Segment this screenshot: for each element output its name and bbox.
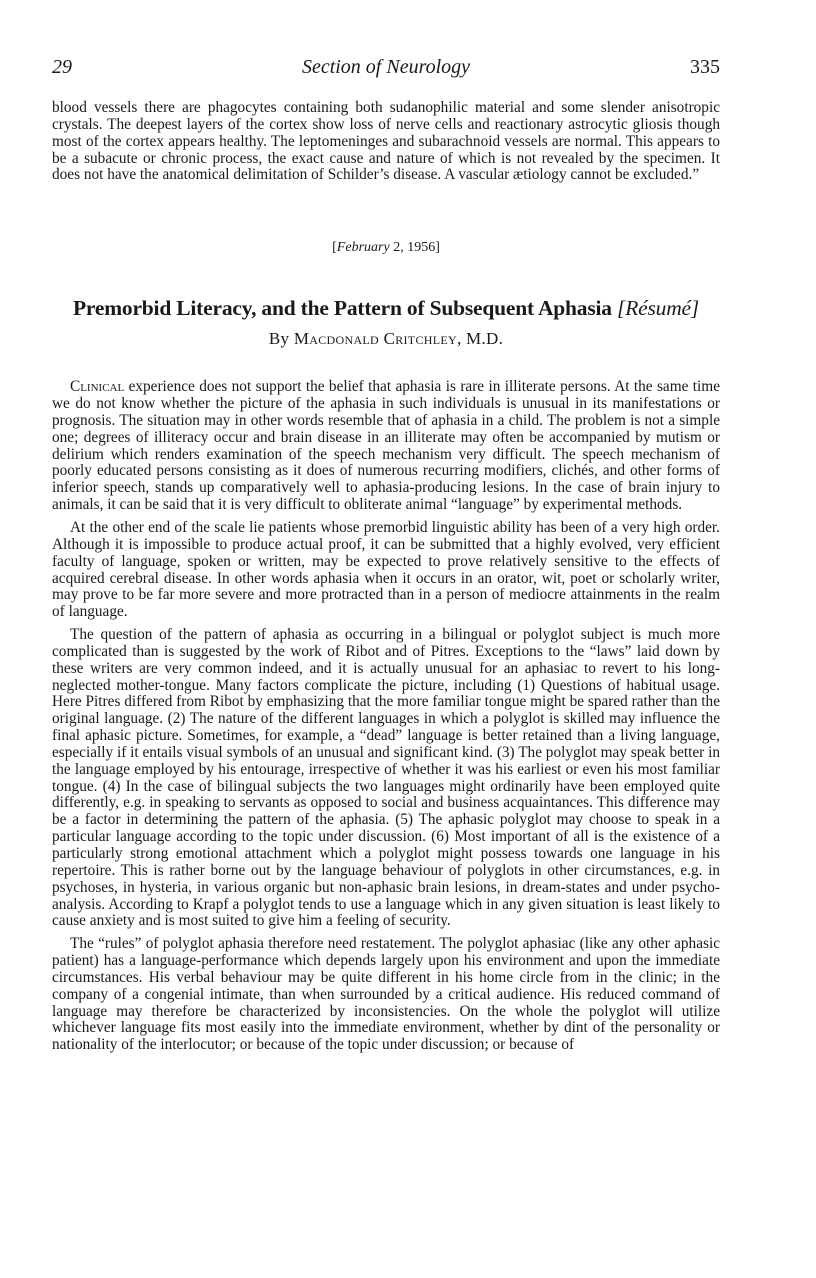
- page-number: 335: [690, 56, 720, 78]
- paragraph-1-text: experience does not support the belief that aphasia is rare in illiterate persons. At the same time we do not know whether the picture of the aphasia in such individuals is unusual in its manifestations or prognosis. The situation may in other words resemble that of aphasia in a child. The problem is not a simple one; degrees of illiteracy occur and brain disease in an illiterate may often be accompanied by mutism or delirium which renders examination of the speech mechanism very difficult. The speech mechanism of poorly educated persons consisting as it does of numerous recurring modifiers, clichés, and other forms of inferior speech, stands up comparatively well to aphasia-producing lesions. In the case of brain injury to animals, it can be said that it is very difficult to obliterate animal “language” by experimental methods.: [52, 378, 720, 514]
- date-open-bracket: [: [332, 240, 337, 256]
- paragraph-4: The “rules” of polyglot aphasia therefore need restatement. The polyglot aphasiac (like any other aphasic patient) has a language-performance which depends largely upon his environment and upon the immediate circumstances. His verbal behaviour may be quite different in his home circle from in the clinic; in the company of a congenial intimate, than when surrounded by a critical audience. His reduced command of language may therefore be characterized by inconsistencies. On the whole the polyglot will utilize whichever language fits most easily into the immediate environment, whether by dint of the personality or nationality of the interlocutor; or because of the topic under discussion; or because of: [52, 935, 720, 1054]
- author-degree: , M.D.: [456, 329, 504, 349]
- byline-prefix: By: [268, 329, 290, 349]
- paragraph-3: The question of the pattern of aphasia as occurring in a bilingual or polyglot subject is much more complicated than is suggested by the work of Ribot and of Pitres. Exceptions to the “laws” laid down by these writers are very common indeed, and it is actually unusual for an aphasiac to revert to his long-neglected mother-tongue. Many factors complicate the picture, including (1) Questions of habitual usage. Here Pitres differed from Ribot by emphasizing that the more familiar tongue might be spared rather than the original language. (2) The nature of the different languages in which a polyglot is skilled may influence the final aphasic picture. Sometimes, for example, a “dead” language is better retained than a living language, especially if it entails visual symbols of an unusual and significant kind. (3) The polyglot may speak better in the language employed by his entourage, irrespective of whether it was his earliest or even his most familiar tongue. (4) In the case of bilingual subjects the two languages might ordinarily have been employed quite differently, e.g. in speaking to servants as opposed to social and business acquaintances. This difference may be a factor in determining the pattern of the aphasia. (5) The aphasic polyglot may choose to speak in a particular language according to the topic under discussion. (6) Most important of all is the existence of a particularly strong emotional attachment which a polyglot might possess towards one language in his repertoire. This is rather borne out by the language behaviour of polyglots in other circumstances, e.g. in psychoses, in hysteria, in various organic but non-aphasic brain lesions, in dream-states and under psycho-analysis. According to Krapf a polyglot tends to use a language which in any given situation is least likely to cause anxiety and is most suited to give him a feeling of security.: [52, 626, 720, 930]
- article-body: [52, 379, 720, 1054]
- article-title: [52, 296, 720, 321]
- continuation-paragraph: blood vessels there are phagocytes containing both sudanophilic material and some slender anisotropic crystals. The deepest layers of the cortex show loss of nerve cells and reactionary astrocytic gliosis though most of the cortex appears healthy. The leptomeninges and subarachnoid vessels are normal. This appears to be a subacute or chronic process, the exact cause and nature of which is not revealed by the specimen. It does not have the anatomical delimitation of Schilder’s disease. A vascular ætiology cannot be excluded.”: [52, 99, 720, 184]
- author-name: Macdonald Critchley: [293, 329, 457, 349]
- running-header: [52, 56, 720, 86]
- resume-tag: [Résumé]: [617, 296, 700, 321]
- journal-page: [52, 56, 720, 1060]
- meeting-date: [52, 240, 720, 256]
- date-month-day: February: [336, 240, 390, 256]
- paragraph-1: [52, 379, 720, 514]
- date-rest: 2, 1956]: [389, 240, 440, 256]
- section-title: Section of Neurology: [301, 56, 471, 78]
- article-title-text: Premorbid Literacy, and the Pattern of Subsequent Aphasia: [72, 296, 612, 321]
- issue-number: 29: [52, 56, 72, 78]
- paragraph-2: At the other end of the scale lie patients whose premorbid linguistic ability has been of a very high order. Although it is impossible to produce actual proof, it can be submitted that a highly evolved, very efficient faculty of language, spoken or written, may be expected to prove relatively sensitive to the effects of acquired cerebral disease. In other words aphasia when it occurs in an orator, wit, poet or scholarly writer, may prove to be far more severe and more protracted than in a person of mediocre attainments in the realm of language.: [52, 518, 720, 621]
- paragraph-1-lead: Clinical: [70, 378, 125, 396]
- byline: [52, 329, 720, 349]
